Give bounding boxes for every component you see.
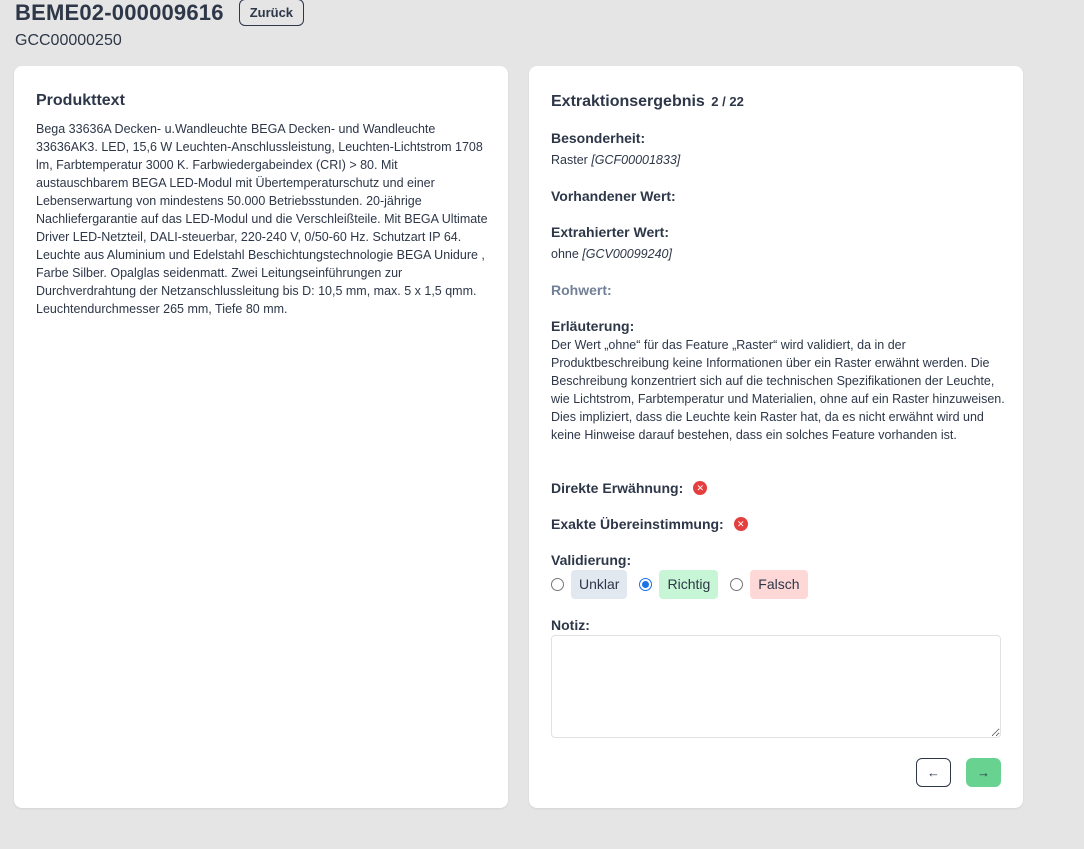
direct-mention-row bbox=[551, 480, 707, 496]
validation-label: Validierung: bbox=[551, 552, 632, 568]
radio-button[interactable] bbox=[730, 578, 743, 591]
next-button[interactable] bbox=[966, 758, 1001, 787]
page-header bbox=[15, 0, 304, 50]
note-label: Notiz: bbox=[551, 617, 590, 633]
validation-option-label[interactable]: Unklar bbox=[571, 570, 627, 599]
radio-button[interactable] bbox=[639, 578, 652, 591]
feature-name: Raster bbox=[551, 153, 588, 167]
validation-option-falsch[interactable] bbox=[730, 570, 807, 599]
product-text-heading: Produkttext bbox=[36, 92, 125, 109]
extracted-value-text: ohne bbox=[551, 247, 579, 261]
direct-mention-label: Direkte Erwähnung: bbox=[551, 480, 684, 496]
feature-value bbox=[551, 153, 680, 167]
feature-label: Besonderheit: bbox=[551, 130, 646, 146]
radio-button[interactable] bbox=[551, 578, 564, 591]
validation-radio-group bbox=[551, 570, 820, 599]
exact-match-row bbox=[551, 516, 748, 532]
note-input[interactable] bbox=[551, 635, 1001, 738]
extraction-result-card bbox=[529, 66, 1023, 808]
extracted-value-code: [GCV00099240] bbox=[582, 247, 672, 261]
extraction-heading bbox=[551, 93, 744, 111]
page-subtitle: GCC00000250 bbox=[15, 32, 122, 49]
page-title: BEME02-000009616 bbox=[15, 0, 224, 25]
extracted-value-label: Extrahierter Wert: bbox=[551, 224, 670, 240]
previous-button[interactable] bbox=[916, 758, 951, 787]
exact-match-label: Exakte Übereinstimmung: bbox=[551, 516, 724, 532]
existing-value-label: Vorhandener Wert: bbox=[551, 188, 676, 204]
explanation-label: Erläuterung: bbox=[551, 318, 635, 334]
arrow-right-icon: → bbox=[977, 765, 990, 780]
validation-option-unklar[interactable] bbox=[551, 570, 627, 599]
explanation-text: Der Wert „ohne“ für das Feature „Raster“ wird validiert, da in der Produktbeschreibung keine Informationen über ein Raster erwähnt werden. Die Beschreibung konzentriert sich auf die technischen Spezifikationen der Leuchte, wie Lichtstrom, Farbtemperatur und Materialien, ohne auf ein Raster hinzuweisen. Dies impliziert, dass die Leuchte kein Raster hat, da es nicht erwähnt wird und keine Hinweise darauf bestehen, dass ein solches Feature vorhanden ist. bbox=[551, 338, 1005, 442]
product-text-body: Bega 33636A Decken- u.Wandleuchte BEGA Decken- und Wandleuchte 33636AK3. LED, 15,6 W Leuchten-Anschlussleistung, Leuchten-Lichtstrom 1708 lm, Farbtemperatur 3000 K. Farbwiedergabeindex (CRI) > 80. Mit austauschbarem BEGA LED-Modul mit Übertemperaturschutz und einer Lebenserwartung von mindestens 50.000 Betriebsstunden. 20-jährige Nachliefergarantie auf das LED-Modul und die Verschleißteile. Mit BEGA Ultimate Driver LED-Netzteil, DALI-steuerbar, 220-240 V, 0/50-60 Hz. Schutzart IP 64. Leuchte aus Aluminium und Edelstahl Beschichtungstechnologie BEGA Unidure , Farbe Silber. Opalglas seidenmatt. Zwei Leitungseinführungen zur Durchverdrahtung der Netzanschlussleitung bis D: 10,5 mm, max. 5 x 1,5 qmm. Leuchtendurchmesser 265 mm, Tiefe 80 mm. bbox=[36, 122, 488, 316]
validation-option-label[interactable]: Falsch bbox=[750, 570, 807, 599]
validation-option-richtig[interactable] bbox=[639, 570, 718, 599]
extracted-value bbox=[551, 247, 672, 261]
extraction-counter: 2 / 22 bbox=[711, 94, 744, 109]
back-button[interactable]: Zurück bbox=[239, 0, 304, 26]
validation-option-label[interactable]: Richtig bbox=[659, 570, 718, 599]
arrow-left-icon: ← bbox=[927, 765, 940, 780]
x-circle-icon: ✕ bbox=[693, 481, 707, 495]
feature-code: [GCF00001833] bbox=[591, 153, 681, 167]
product-text-card bbox=[14, 66, 508, 808]
raw-value-label: Rohwert: bbox=[551, 282, 612, 298]
extraction-heading-label: Extraktionsergebnis bbox=[551, 93, 705, 110]
x-circle-icon: ✕ bbox=[734, 517, 748, 531]
